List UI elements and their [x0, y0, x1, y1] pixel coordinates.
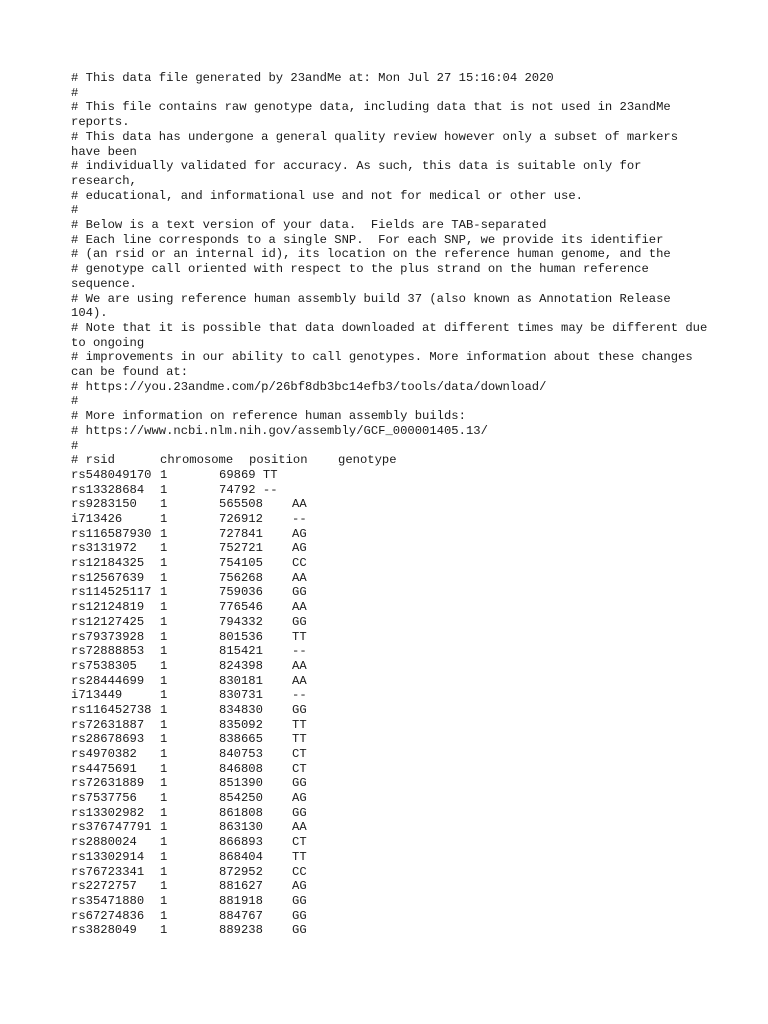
header-comment-line: # We are using reference human assembly build 37 (also known as Annotation Release 104).: [71, 291, 679, 321]
cell-genotype: GG: [292, 702, 307, 717]
cell-genotype: AG: [292, 791, 307, 806]
cell-rsid: rs67274836: [71, 908, 145, 923]
cell-genotype: AG: [292, 541, 307, 556]
cell-chromosome: 1: [160, 570, 168, 585]
cell-position: 840753: [219, 747, 263, 762]
genotype-row: [71, 703, 711, 718]
cell-position: 846808: [219, 761, 263, 776]
cell-rsid: rs7538305: [71, 658, 137, 673]
header-comment-line: # Note that it is possible that data downloaded at different times may be different due to ongoing: [71, 320, 715, 350]
header-comment-line: # educational, and informational use and not for medical or other use.: [71, 188, 583, 203]
cell-position: 854250: [219, 791, 263, 806]
cell-rsid: rs116587930: [71, 526, 152, 541]
cell-chromosome: 1: [160, 512, 168, 527]
cell-chromosome: 1: [160, 688, 168, 703]
cell-chromosome: 1: [160, 541, 168, 556]
cell-genotype: AA: [292, 658, 307, 673]
column-header-genotype: genotype: [338, 453, 397, 468]
cell-chromosome: 1: [160, 673, 168, 688]
cell-genotype: TT: [292, 732, 307, 747]
cell-rsid: i713449: [71, 688, 123, 703]
cell-genotype: AA: [292, 673, 307, 688]
raw-data-document: [71, 71, 715, 938]
cell-position: 815421: [219, 644, 263, 659]
inline-row-chromosome: 1: [160, 482, 168, 497]
cell-rsid: rs28678693: [71, 732, 145, 747]
cell-genotype: --: [292, 688, 307, 703]
header-comment-line: # More information on reference human assembly builds:: [71, 409, 466, 424]
cell-chromosome: 1: [160, 644, 168, 659]
genotype-row: [71, 791, 711, 806]
cell-genotype: GG: [292, 893, 307, 908]
cell-rsid: rs72631887: [71, 717, 145, 732]
cell-chromosome: 1: [160, 702, 168, 717]
genotype-row: [71, 865, 711, 880]
cell-rsid: rs12184325: [71, 556, 145, 571]
inline-data-row: [71, 468, 711, 483]
cell-position: 830731: [219, 688, 263, 703]
cell-rsid: rs376747791: [71, 820, 152, 835]
cell-genotype: --: [292, 512, 307, 527]
cell-genotype: GG: [292, 805, 307, 820]
cell-position: 889238: [219, 923, 263, 938]
cell-position: 754105: [219, 556, 263, 571]
cell-chromosome: 1: [160, 556, 168, 571]
genotype-row: [71, 747, 711, 762]
cell-genotype: CC: [292, 864, 307, 879]
cell-genotype: AA: [292, 820, 307, 835]
file-header-comments: [71, 71, 715, 453]
header-comment-line: #: [71, 85, 79, 100]
cell-rsid: i713426: [71, 512, 123, 527]
cell-chromosome: 1: [160, 849, 168, 864]
cell-chromosome: 1: [160, 776, 168, 791]
genotype-row: [71, 732, 711, 747]
genotype-row: [71, 527, 711, 542]
cell-genotype: GG: [292, 923, 307, 938]
cell-rsid: rs28444699: [71, 673, 145, 688]
cell-position: 726912: [219, 512, 263, 527]
header-comment-line: # This data file generated by 23andMe at: Mon Jul 27 15:16:04 2020: [71, 71, 554, 85]
genotype-row: [71, 820, 711, 835]
cell-position: 884767: [219, 908, 263, 923]
cell-genotype: AG: [292, 879, 307, 894]
cell-rsid: rs76723341: [71, 864, 145, 879]
cell-chromosome: 1: [160, 497, 168, 512]
cell-genotype: AG: [292, 526, 307, 541]
cell-genotype: TT: [292, 849, 307, 864]
cell-position: 794332: [219, 614, 263, 629]
cell-rsid: rs2272757: [71, 879, 137, 894]
cell-genotype: CC: [292, 556, 307, 571]
genotype-row: [71, 718, 711, 733]
cell-position: 866893: [219, 835, 263, 850]
cell-chromosome: 1: [160, 600, 168, 615]
cell-position: 756268: [219, 570, 263, 585]
header-comment-line: # https://you.23andme.com/p/26bf8db3bc14efb3/tools/data/download/: [71, 379, 547, 394]
cell-genotype: CT: [292, 761, 307, 776]
cell-rsid: rs12567639: [71, 570, 145, 585]
inline-row-position-genotype: 69869 TT: [219, 467, 278, 482]
cell-chromosome: 1: [160, 908, 168, 923]
header-comment-line: # This data has undergone a general quality review however only a subset of markers have been: [71, 129, 686, 159]
cell-position: 727841: [219, 526, 263, 541]
inline-row-chromosome: 1: [160, 467, 168, 482]
cell-position: 861808: [219, 805, 263, 820]
cell-position: 863130: [219, 820, 263, 835]
genotype-row: [71, 835, 711, 850]
cell-position: 851390: [219, 776, 263, 791]
cell-genotype: --: [292, 644, 307, 659]
column-header-chromosome: chromosome: [160, 453, 234, 468]
cell-genotype: AA: [292, 497, 307, 512]
genotype-row: [71, 600, 711, 615]
genotype-row: [71, 762, 711, 777]
cell-rsid: rs114525117: [71, 585, 152, 600]
cell-chromosome: 1: [160, 805, 168, 820]
cell-position: 868404: [219, 849, 263, 864]
cell-position: 801536: [219, 629, 263, 644]
cell-chromosome: 1: [160, 658, 168, 673]
cell-rsid: rs3131972: [71, 541, 137, 556]
cell-chromosome: 1: [160, 791, 168, 806]
header-comment-line: # Each line corresponds to a single SNP. For each SNP, we provide its identifier: [71, 232, 664, 247]
cell-rsid: rs13302982: [71, 805, 145, 820]
genotype-row: [71, 630, 711, 645]
genotype-row: [71, 615, 711, 630]
cell-position: 838665: [219, 732, 263, 747]
cell-rsid: rs116452738: [71, 702, 152, 717]
cell-chromosome: 1: [160, 732, 168, 747]
cell-rsid: rs79373928: [71, 629, 145, 644]
cell-genotype: GG: [292, 585, 307, 600]
cell-genotype: CT: [292, 747, 307, 762]
cell-chromosome: 1: [160, 585, 168, 600]
cell-genotype: TT: [292, 629, 307, 644]
cell-chromosome: 1: [160, 864, 168, 879]
cell-chromosome: 1: [160, 761, 168, 776]
cell-position: 881918: [219, 893, 263, 908]
cell-chromosome: 1: [160, 893, 168, 908]
genotype-row: [71, 806, 711, 821]
genotype-row: [71, 571, 711, 586]
cell-genotype: CT: [292, 835, 307, 850]
cell-chromosome: 1: [160, 717, 168, 732]
header-comment-line: # This file contains raw genotype data, including data that is not used in 23andMe reports.: [71, 100, 679, 130]
cell-position: 752721: [219, 541, 263, 556]
genotype-row: [71, 776, 711, 791]
genotype-row: [71, 541, 711, 556]
header-comment-line: # improvements in our ability to call genotypes. More information about these changes can be found at:: [71, 350, 700, 380]
header-comment-line: # https://www.ncbi.nlm.nih.gov/assembly/GCF_000001405.13/: [71, 423, 488, 438]
cell-rsid: rs72631889: [71, 776, 145, 791]
cell-rsid: rs9283150: [71, 497, 137, 512]
inline-row-rsid: rs13328684: [71, 482, 145, 497]
inline-data-row: [71, 483, 711, 498]
header-comment-line: # (an rsid or an internal id), its location on the reference human genome, and the: [71, 247, 671, 262]
cell-position: 776546: [219, 600, 263, 615]
cell-rsid: rs7537756: [71, 791, 137, 806]
cell-genotype: GG: [292, 776, 307, 791]
cell-position: 835092: [219, 717, 263, 732]
genotype-row: [71, 497, 711, 512]
genotype-table-body: [71, 497, 711, 938]
column-header-row: [71, 453, 711, 468]
header-comment-line: #: [71, 203, 79, 218]
cell-rsid: rs13302914: [71, 849, 145, 864]
cell-position: 830181: [219, 673, 263, 688]
genotype-row: [71, 923, 711, 938]
cell-chromosome: 1: [160, 629, 168, 644]
genotype-row: [71, 909, 711, 924]
cell-rsid: rs35471880: [71, 893, 145, 908]
genotype-row: [71, 879, 711, 894]
cell-chromosome: 1: [160, 879, 168, 894]
cell-position: 565508: [219, 497, 263, 512]
cell-genotype: GG: [292, 614, 307, 629]
genotype-row: [71, 894, 711, 909]
cell-rsid: rs2880024: [71, 835, 137, 850]
cell-rsid: rs12124819: [71, 600, 145, 615]
genotype-row: [71, 688, 711, 703]
genotype-row: [71, 850, 711, 865]
genotype-row: [71, 512, 711, 527]
cell-position: 881627: [219, 879, 263, 894]
header-comment-line: # genotype call oriented with respect to the plus strand on the human reference sequence.: [71, 262, 657, 291]
header-comment-line: # Below is a text version of your data. Fields are TAB-separated: [71, 218, 547, 233]
cell-rsid: rs12127425: [71, 614, 145, 629]
cell-position: 872952: [219, 864, 263, 879]
header-comment-line: # individually validated for accuracy. As such, this data is suitable only for research,: [71, 159, 649, 188]
cell-position: 834830: [219, 702, 263, 717]
genotype-row: [71, 674, 711, 689]
genotype-row: [71, 644, 711, 659]
inline-row-position-genotype: 74792 --: [219, 482, 278, 497]
cell-position: 759036: [219, 585, 263, 600]
genotype-row: [71, 556, 711, 571]
cell-rsid: rs4970382: [71, 747, 137, 762]
cell-chromosome: 1: [160, 526, 168, 541]
genotype-row: [71, 585, 711, 600]
header-comment-line: #: [71, 394, 79, 409]
cell-chromosome: 1: [160, 835, 168, 850]
cell-position: 824398: [219, 658, 263, 673]
header-comment-line: #: [71, 438, 79, 453]
cell-rsid: rs4475691: [71, 761, 137, 776]
cell-rsid: rs3828049: [71, 923, 137, 938]
cell-genotype: AA: [292, 570, 307, 585]
cell-chromosome: 1: [160, 614, 168, 629]
cell-chromosome: 1: [160, 820, 168, 835]
cell-chromosome: 1: [160, 923, 168, 938]
genotype-row: [71, 659, 711, 674]
column-header-rsid: # rsid: [71, 453, 115, 468]
column-header-position: position: [249, 453, 308, 468]
cell-chromosome: 1: [160, 747, 168, 762]
cell-genotype: AA: [292, 600, 307, 615]
cell-rsid: rs72888853: [71, 644, 145, 659]
inline-row-rsid: rs548049170: [71, 467, 152, 482]
cell-genotype: GG: [292, 908, 307, 923]
cell-genotype: TT: [292, 717, 307, 732]
